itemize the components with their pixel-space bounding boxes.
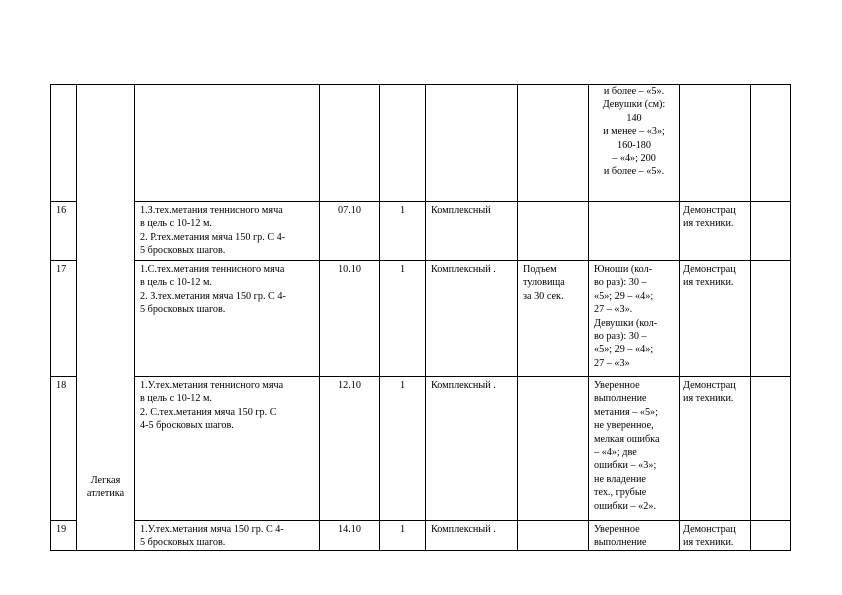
row-divider <box>50 260 76 261</box>
column-divider <box>517 84 518 551</box>
teaching-method: Демонстрац ия техники. <box>683 524 736 549</box>
lesson-task: 1.С.тех.метания теннисного мяча в цель с 10-12 м. 2. З.тех.метания мяча 150 гр. С 4- 5 бросковых шагов. <box>140 264 286 316</box>
lesson-type: Комплексный <box>431 205 491 216</box>
lesson-date: 10.10 <box>338 264 361 275</box>
criteria-cell: Уверенное выполнение <box>594 524 647 549</box>
column-divider <box>50 84 51 551</box>
column-divider <box>790 84 791 551</box>
row-divider <box>50 376 76 377</box>
row-number: 16 <box>56 205 67 216</box>
row-divider <box>134 376 791 377</box>
lesson-hours: 1 <box>399 205 406 216</box>
control-type: Подъем туловища за 30 сек. <box>523 264 565 302</box>
criteria-cell: и более – «5». Девушки (см): 140 и менее – «3»; 160-180 – «4»; 200 и более – «5». <box>602 86 666 178</box>
row-number: 17 <box>56 264 67 275</box>
row-divider <box>134 520 791 521</box>
lesson-task: 1.У.тех.метания мяча 150 гр. С 4- 5 бросковых шагов. <box>140 524 284 549</box>
lesson-date: 14.10 <box>338 524 361 535</box>
row-divider <box>134 201 791 202</box>
row-divider <box>50 520 76 521</box>
lesson-hours: 1 <box>399 524 406 535</box>
teaching-method: Демонстрац ия техники. <box>683 380 736 405</box>
lesson-type: Комплексный . <box>431 524 496 535</box>
lesson-hours: 1 <box>399 264 406 275</box>
lesson-type: Комплексный . <box>431 380 496 391</box>
lesson-hours: 1 <box>399 380 406 391</box>
column-divider <box>379 84 380 551</box>
column-divider <box>425 84 426 551</box>
row-number: 19 <box>56 524 67 535</box>
row-divider <box>50 201 76 202</box>
criteria-cell: Юноши (кол- во раз): 30 – «5»; 29 – «4»; 27 – «3». Девушки (кол- во раз): 30 – «5»; 29 – «4»; 27 – «3» <box>594 264 658 369</box>
lesson-plan-table <box>50 84 791 551</box>
lesson-type: Комплексный . <box>431 264 496 275</box>
teaching-method: Демонстрац ия техники. <box>683 205 736 230</box>
section-label: Легкая атлетика <box>86 475 125 500</box>
row-number: 18 <box>56 380 67 391</box>
column-divider <box>319 84 320 551</box>
teaching-method: Демонстрац ия техники. <box>683 264 736 289</box>
criteria-cell: Уверенное выполнение метания – «5»; не уверенное, мелкая ошибка – «4»; две ошибки – «3»; не владение тех., грубые ошибки – «2». <box>594 380 660 512</box>
lesson-task: 1.У.тех.метания теннисного мяча в цель с 10-12 м. 2. С.тех.метания мяча 150 гр. С 4-5 бросковых шагов. <box>140 380 284 432</box>
row-divider <box>134 260 791 261</box>
lesson-date: 12.10 <box>338 380 361 391</box>
column-divider <box>679 84 680 551</box>
column-divider <box>134 84 135 551</box>
lesson-date: 07.10 <box>338 205 361 216</box>
lesson-task: 1.З.тех.метания теннисного мяча в цель с 10-12 м. 2. Р.тех.метания мяча 150 гр. С 4- 5 бросковых шагов. <box>140 205 286 257</box>
column-divider <box>750 84 751 551</box>
